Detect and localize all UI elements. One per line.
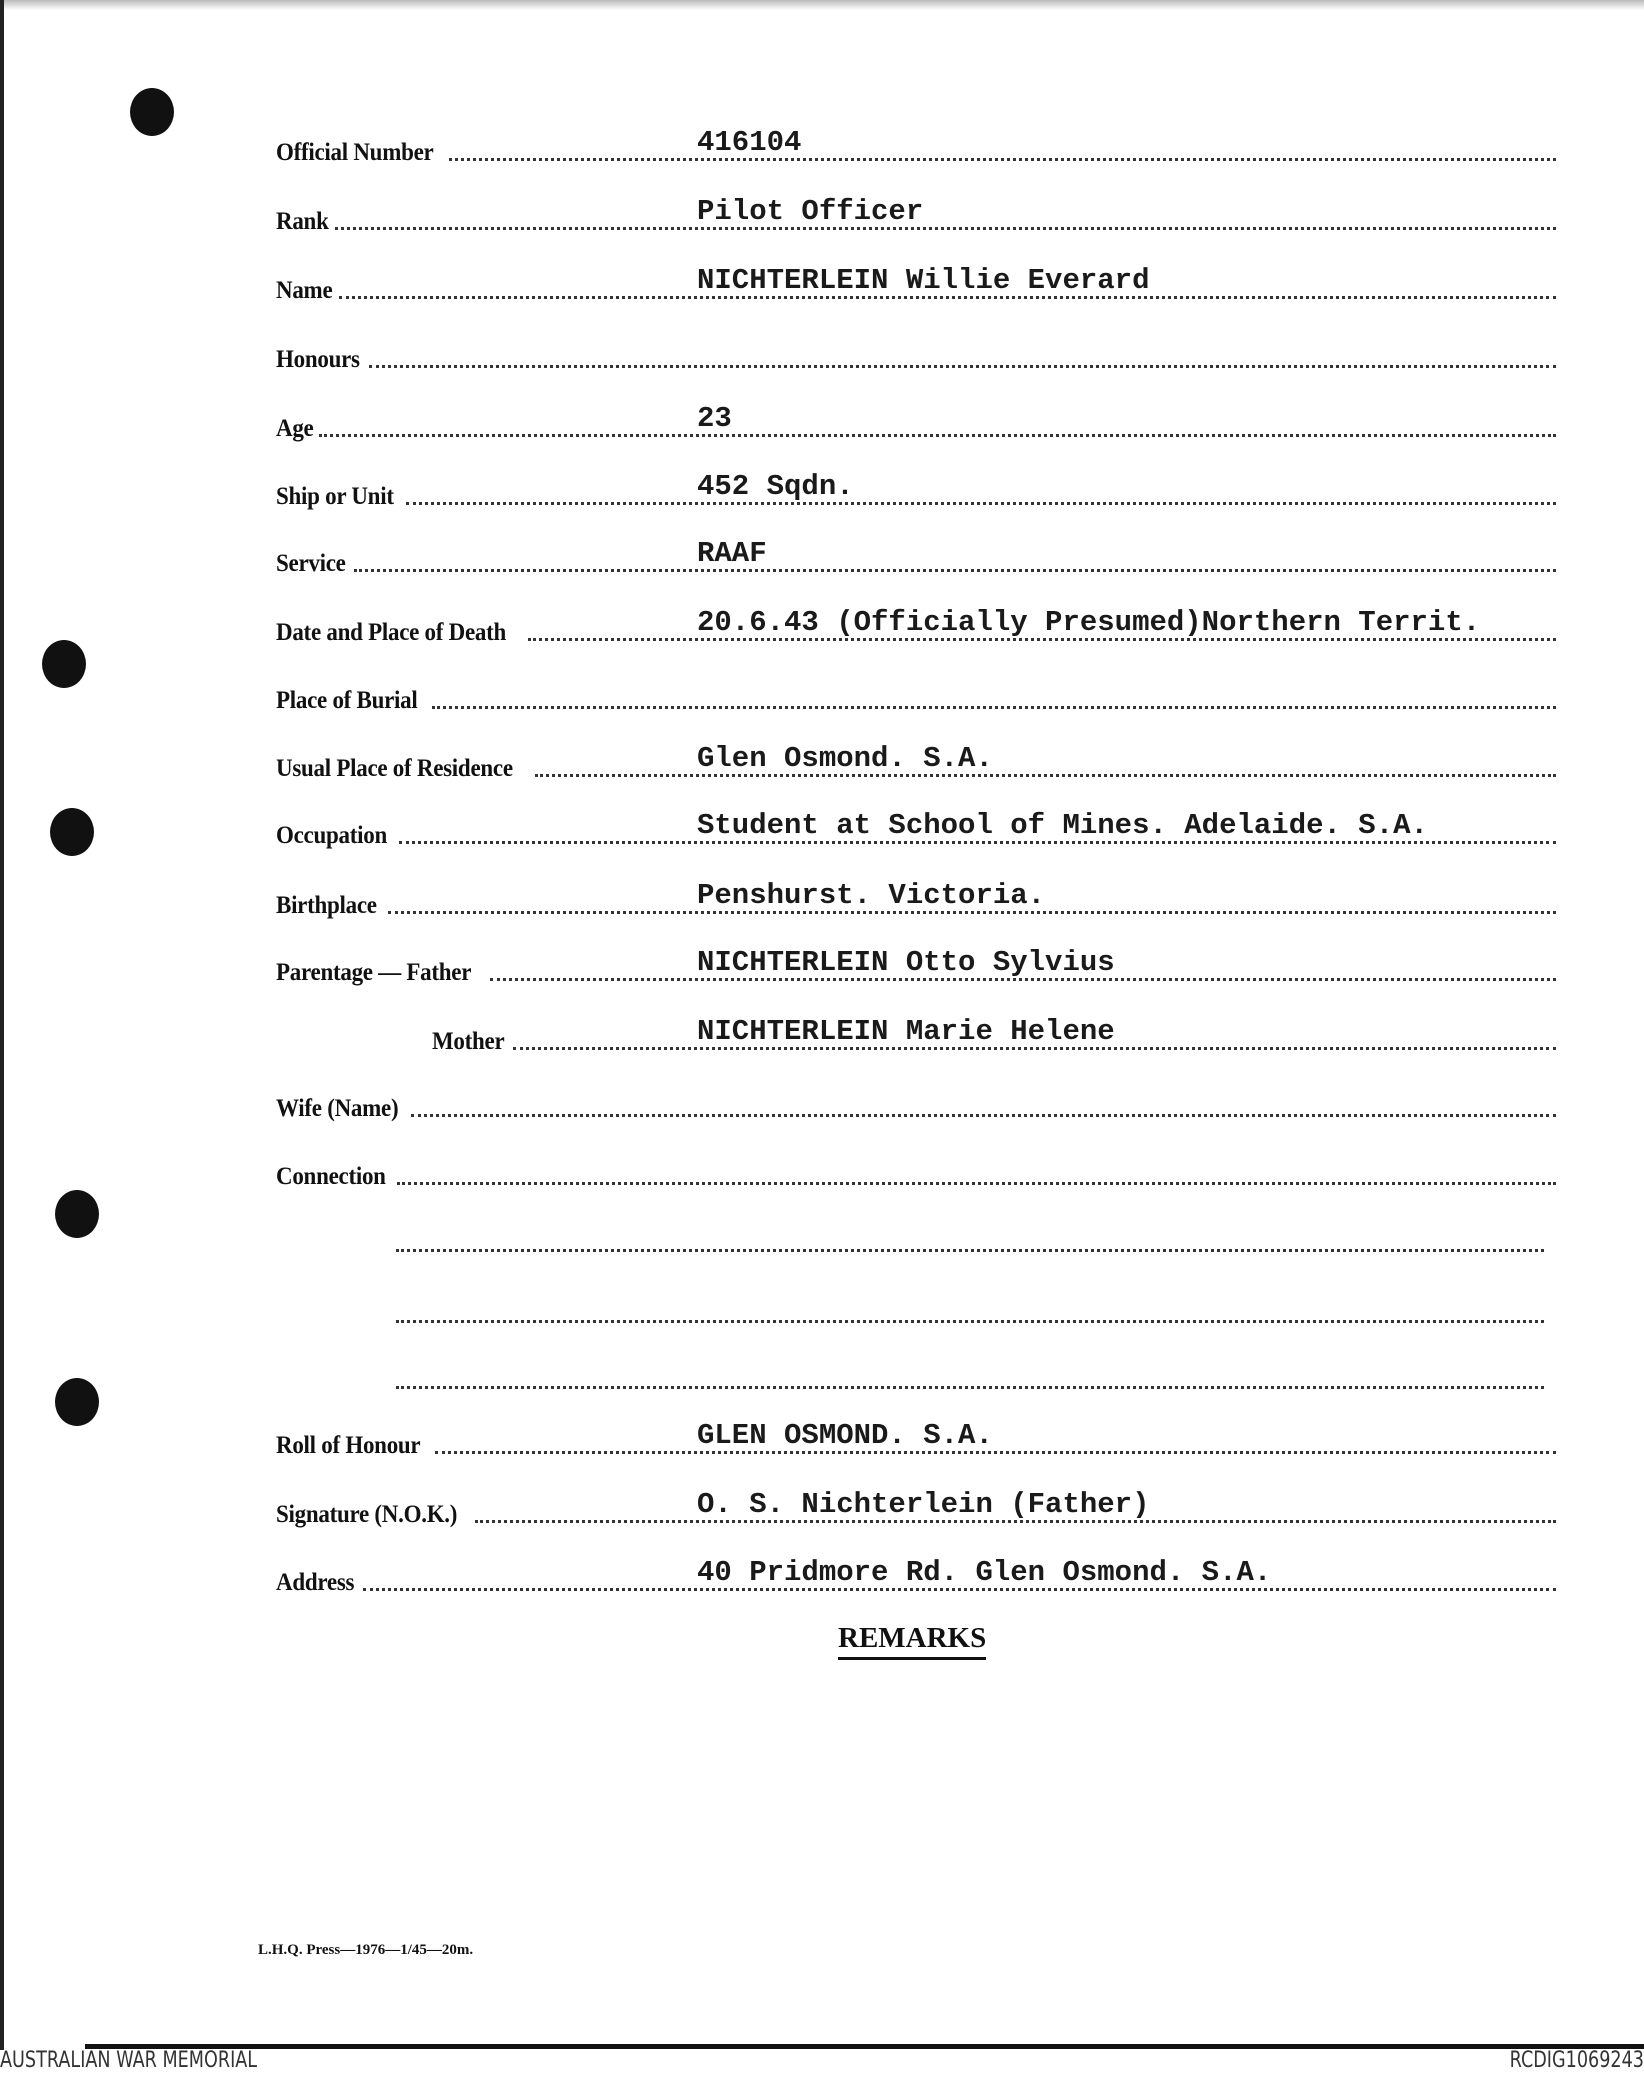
field-value: 23 [697,402,732,435]
field-value: Student at School of Mines. Adelaide. S.A. [697,809,1428,842]
field-row-continuation [394,1289,1544,1329]
field-row-age [276,403,1556,443]
field-row-occupation [276,810,1556,850]
field-value: Pilot Officer [697,195,924,228]
field-value: 452 Sqdn. [697,470,854,503]
field-label: Signature (N.O.K.) [276,1501,458,1528]
dotted-line [411,1114,1556,1117]
field-row-address [276,1557,1556,1597]
dotted-line [396,1249,1544,1252]
dotted-line [449,158,1556,161]
punch-hole [42,640,86,688]
field-label: Honours [276,346,360,373]
field-label: Ship or Unit [276,483,394,510]
footer-record-id: RCDIG1069243 [1509,2048,1644,2073]
dotted-line [435,1451,1556,1454]
field-label: Address [276,1569,355,1596]
dotted-line [396,1386,1544,1389]
field-row-roll-of-honour [276,1420,1556,1460]
field-row-rank [276,196,1556,236]
field-row-official-number [276,127,1556,167]
dotted-line [432,706,1556,709]
field-row-honours [276,334,1556,374]
field-row-mother [432,1016,1556,1056]
field-value: Penshurst. Victoria. [697,879,1046,912]
field-label: Parentage — Father [276,959,472,986]
field-value: 40 Pridmore Rd. Glen Osmond. S.A. [697,1556,1272,1589]
field-label: Age [276,415,314,442]
field-row-usual-place-of-residence [276,743,1556,783]
field-label: Rank [276,208,329,235]
dotted-line [335,227,1556,230]
field-row-continuation [394,1355,1544,1395]
punch-hole [50,808,94,856]
dotted-line [535,774,1556,777]
field-row-birthplace [276,880,1556,920]
scan-edge-left [0,0,4,2050]
field-label: Date and Place of Death [276,619,506,646]
field-value: Glen Osmond. S.A. [697,742,993,775]
punch-hole [55,1190,99,1238]
field-label: Usual Place of Residence [276,755,513,782]
scan-edge-top [0,0,1644,10]
bottom-rule [85,2044,1644,2049]
dotted-line [396,1320,1544,1323]
field-row-connection [276,1151,1556,1191]
field-value: NICHTERLEIN Marie Helene [697,1015,1115,1048]
dotted-line [369,365,1556,368]
field-value: NICHTERLEIN Willie Everard [697,264,1150,297]
field-label: Roll of Honour [276,1432,421,1459]
punch-hole [55,1378,99,1426]
dotted-line [319,434,1556,437]
press-mark: L.H.Q. Press—1976—1/45—20m. [258,1942,474,1958]
dotted-line [354,569,1556,572]
field-value: O. S. Nichterlein (Father) [697,1488,1150,1521]
punch-hole [130,88,174,136]
field-row-signature-n-o-k [276,1489,1556,1529]
dotted-line [397,1182,1556,1185]
field-value: 416104 [697,126,802,159]
dotted-line [406,502,1556,505]
field-label: Occupation [276,822,387,849]
field-label: Service [276,550,346,577]
field-label: Mother [432,1028,505,1055]
field-label: Wife (Name) [276,1095,399,1122]
field-row-date-and-place-of-death [276,607,1556,647]
field-value: RAAF [697,537,767,570]
field-value: 20.6.43 (Officially Presumed)Northern Territ. [697,606,1481,639]
field-row-service [276,538,1556,578]
field-value: NICHTERLEIN Otto Sylvius [697,946,1115,979]
field-row-wife-name [276,1083,1556,1123]
field-row-parentage-father [276,947,1556,987]
field-label: Place of Burial [276,687,418,714]
field-value: GLEN OSMOND. S.A. [697,1419,993,1452]
field-row-place-of-burial [276,675,1556,715]
field-row-continuation [394,1218,1544,1258]
field-label: Official Number [276,139,434,166]
field-label: Connection [276,1163,386,1190]
field-row-name [276,265,1556,305]
footer-archive-name: AUSTRALIAN WAR MEMORIAL [0,2048,258,2073]
field-label: Birthplace [276,892,377,919]
field-label: Name [276,277,333,304]
field-row-ship-or-unit [276,471,1556,511]
remarks-heading: REMARKS [838,1622,986,1660]
